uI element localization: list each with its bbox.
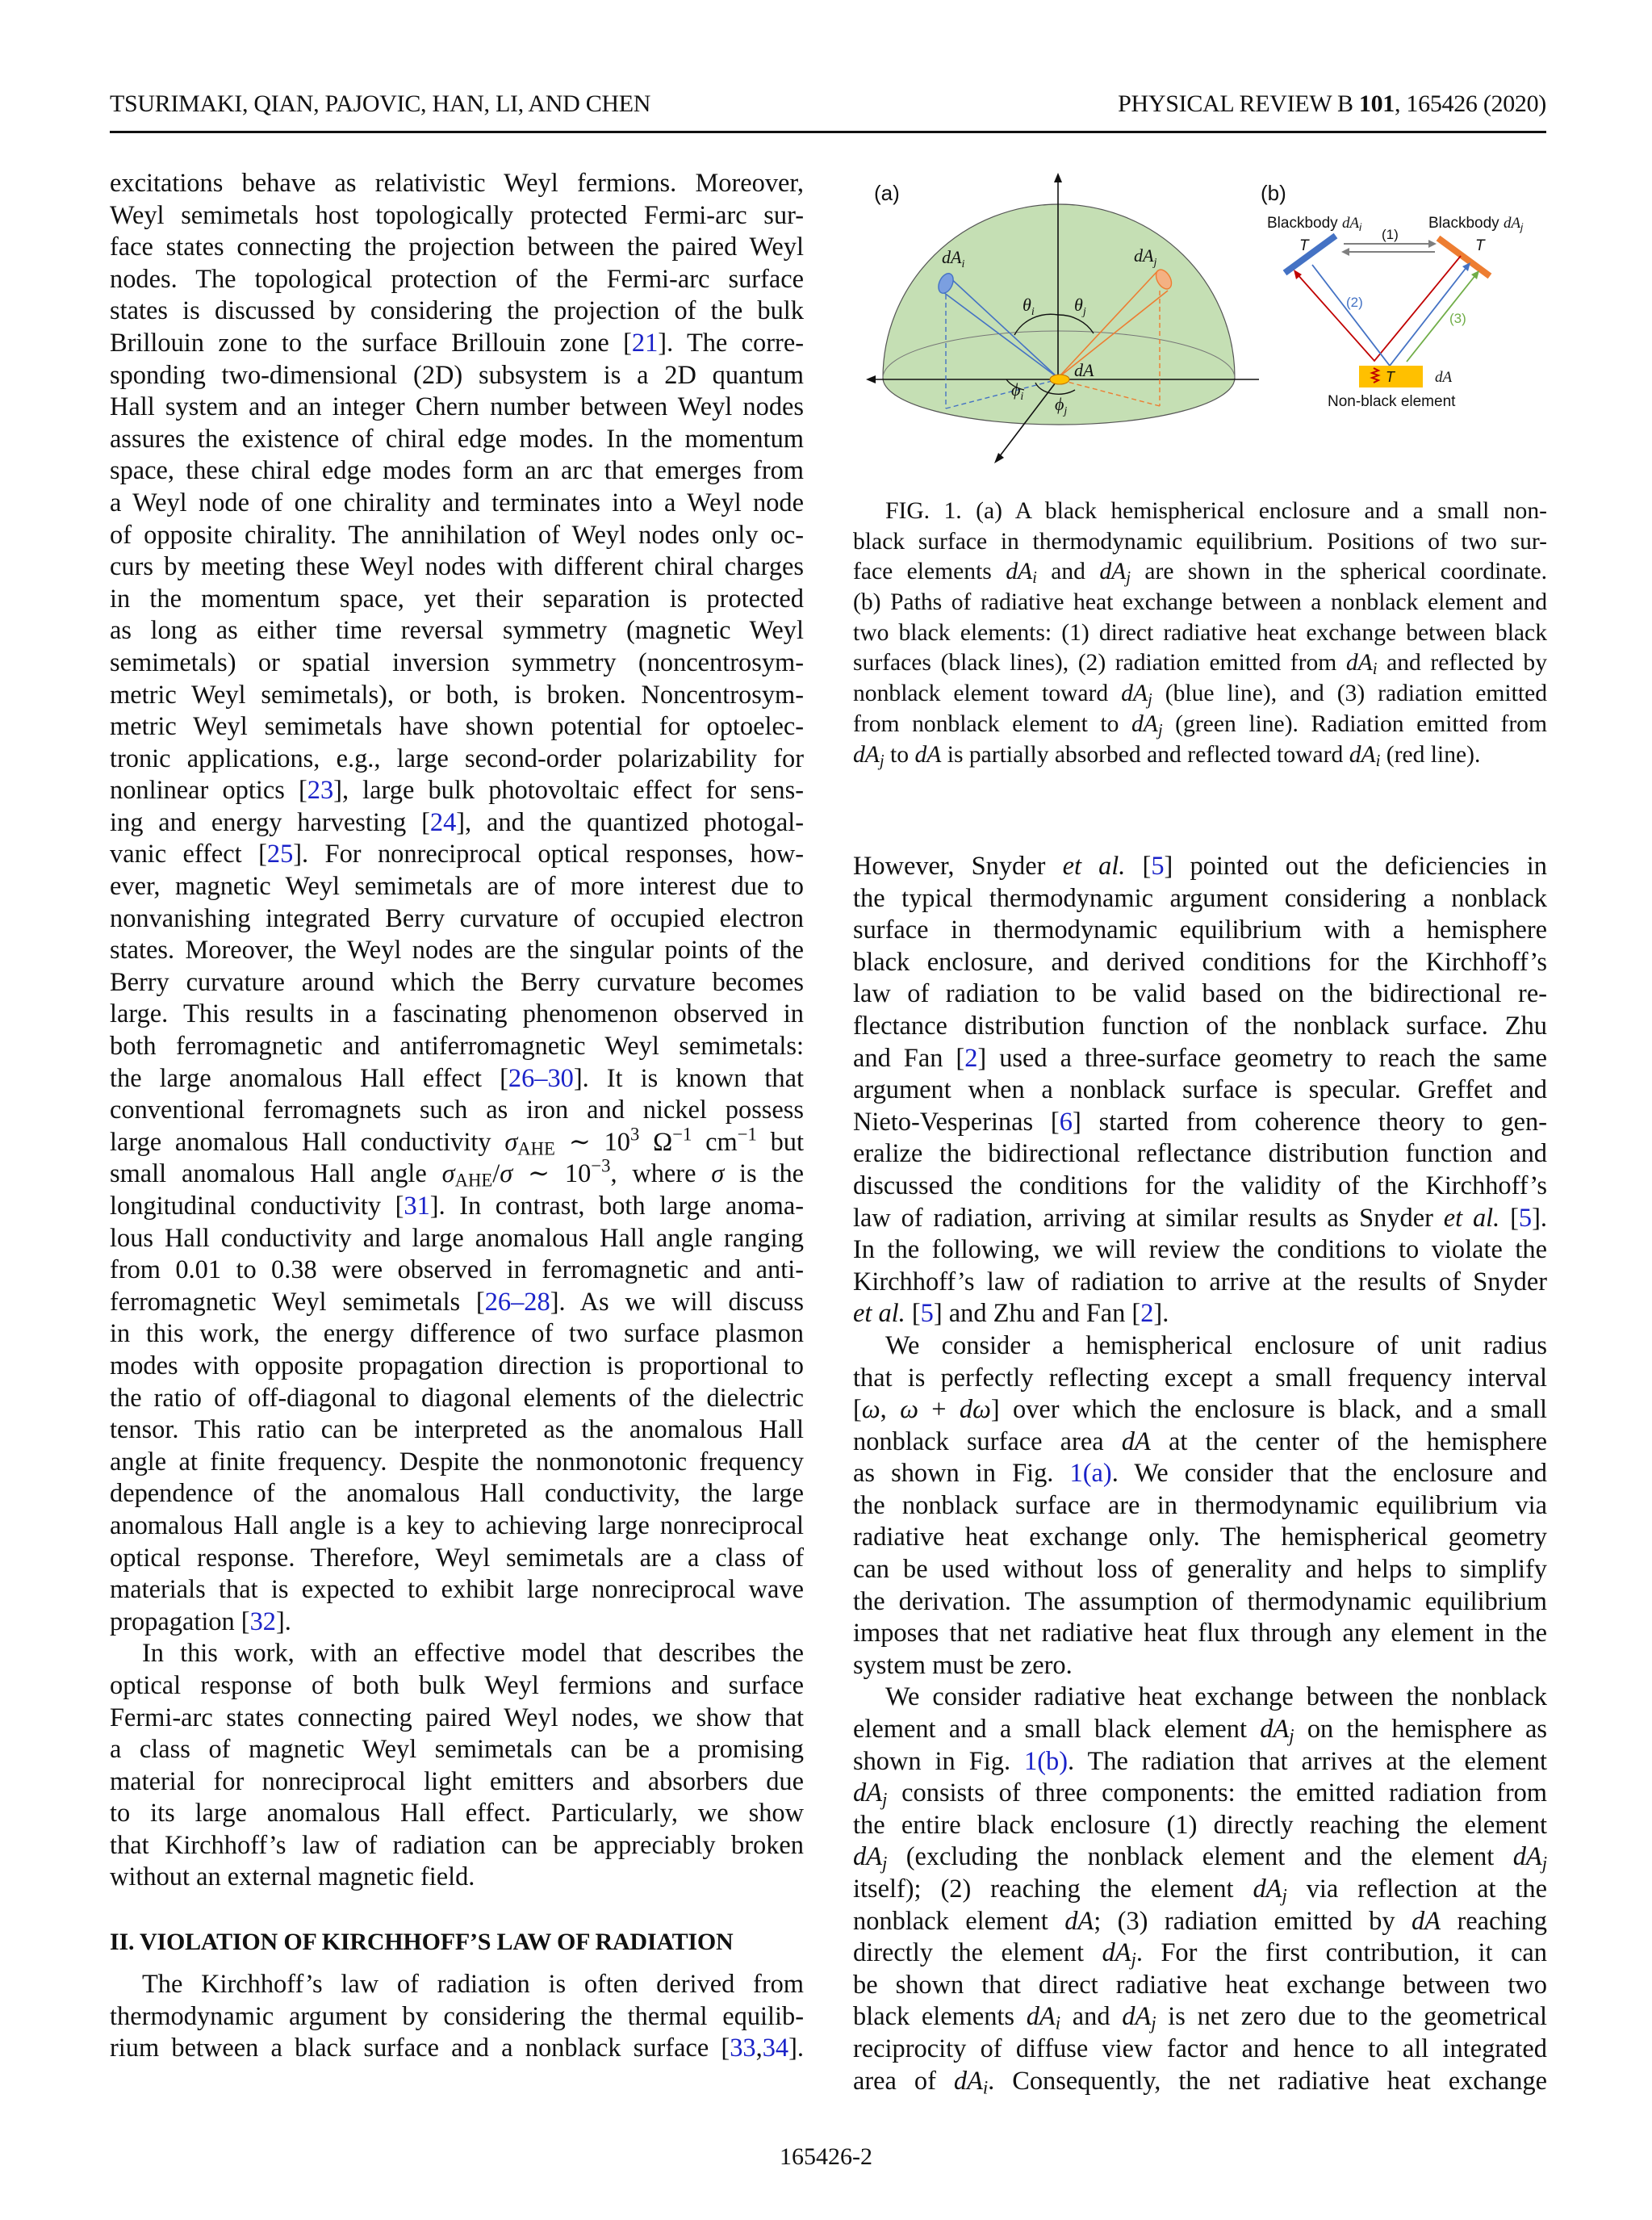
text-line: directly the element $dA_j$. For the first contribution, it can	[853, 1938, 1548, 1970]
text-line: system must be zero.	[853, 1650, 1073, 1680]
citation-link[interactable]: 25	[266, 840, 294, 869]
text-line: nonblack element dA; (3) radiation emitted by dA reaching	[853, 1906, 1547, 1936]
citation-link[interactable]: 26–28	[484, 1287, 550, 1317]
text-line: propagation [32].	[110, 1606, 291, 1636]
text-line: and Fan [2] used a three-surface geometry to reach the same	[853, 1043, 1547, 1073]
text-line: shown in Fig. 1(b). The radiation that arrives at the element	[853, 1746, 1547, 1776]
text-line: conventional ferromagnets such as iron and nickel possess	[110, 1095, 804, 1125]
text-line: black enclosure, and derived conditions for the Kirchhoff’s	[853, 947, 1547, 977]
text-line: optical response. Therefore, Weyl semimetals are a class of	[110, 1543, 804, 1573]
daj-label: $dA_j$	[1134, 245, 1157, 269]
right-text-column	[853, 851, 1547, 2097]
text-line: assures the existence of chiral edge modes. In the momentum	[110, 424, 804, 454]
text-line: semimetals) or spatial inversion symmetry (noncentrosym-	[110, 647, 804, 677]
text-line: without an external magnetic field.	[110, 1862, 475, 1892]
text-line: tensor. This ratio can be interpreted as the anomalous Hall	[110, 1415, 804, 1445]
citation-link[interactable]: 23	[307, 776, 334, 806]
text-line: the typical thermodynamic argument considering a nonblack	[853, 883, 1547, 913]
temperature-j-label: T	[1475, 237, 1485, 254]
text-line: space, these chiral edge modes form an arc that emerges from	[110, 456, 804, 486]
text-line: $dA_j$ (excluding the nonblack element and the element $dA_j$	[853, 1842, 1547, 1874]
text-line: states. Moreover, the Weyl nodes are the singular points of the	[110, 936, 804, 965]
citation-link[interactable]: 2	[1140, 1299, 1154, 1329]
text-line: two black elements: (1) direct radiative heat exchange between black	[853, 619, 1547, 646]
text-line: black elements $dA_i$ and $dA_j$ is net zero due to the geometrical	[853, 2002, 1547, 2034]
citation-link[interactable]: 34	[762, 2034, 789, 2063]
text-line: large. This results in a fascinating phenomenon observed in	[110, 999, 804, 1029]
text-line: Brillouin zone to the surface Brillouin zone [21]. The corre-	[110, 328, 804, 358]
text-line: rium between a black surface and a nonblack surface [33,34].	[110, 2034, 804, 2063]
text-line: states is discussed by considering the projection of the bulk	[110, 296, 804, 326]
panel-b-heat-exchange-diagram	[1261, 181, 1524, 410]
text-line: a Weyl node of one chirality and terminates into a Weyl node	[110, 488, 804, 517]
panel-a-label: (a)	[874, 181, 900, 205]
text-line: face states connecting the projection between the paired Weyl	[110, 232, 804, 262]
text-line: modes with opposite propagation direction is proportional to	[110, 1351, 804, 1380]
dai-label: $dA_i$	[942, 247, 965, 270]
panel-b-label: (b)	[1261, 181, 1286, 205]
citation-link[interactable]: 2	[964, 1043, 978, 1073]
text-line: In this work, with an effective model that describes the	[142, 1639, 804, 1669]
page-number: 165426-2	[780, 2143, 872, 2170]
element-da-label: dA	[1435, 369, 1453, 386]
text-line: be shown that direct radiative heat exchange between two	[853, 1970, 1547, 2000]
text-line: imposes that net radiative heat flux through any element in the	[853, 1619, 1547, 1648]
citation-link[interactable]: 1(a)	[1069, 1459, 1112, 1489]
text-line: In the following, we will review the conditions to violate the	[853, 1235, 1547, 1265]
text-line: discussed the conditions for the validity of the Kirchhoff’s	[853, 1171, 1547, 1200]
article-number-year: , 165426 (2020)	[1395, 90, 1546, 117]
panel-a-hemisphere-diagram	[866, 173, 1259, 463]
theta-i-label: $\theta_i$	[1023, 295, 1035, 318]
temperature-i-label: T	[1299, 237, 1309, 254]
text-line: surface in thermodynamic equilibrium with a hemisphere	[853, 915, 1547, 945]
text-line: angle at finite frequency. Despite the nonmonotonic frequency	[110, 1447, 804, 1477]
text-line: both ferromagnetic and antiferromagnetic Weyl semimetals:	[110, 1032, 804, 1062]
text-line: as long as either time reversal symmetry (magnetic Weyl	[110, 616, 804, 646]
blackbody-i-label: Blackbody $dA_i$	[1267, 215, 1361, 233]
citation-link[interactable]: 24	[429, 807, 457, 837]
text-line: the derivation. The assumption of thermodynamic equilibrium	[853, 1586, 1547, 1616]
text-line: nonblack element toward $dA_j$ (blue line), and (3) radiation emitted	[853, 681, 1548, 710]
path-3-label: (3)	[1449, 311, 1466, 326]
text-line: eralize the bidirectional reflectance distribution function and	[853, 1139, 1547, 1169]
citation-link[interactable]: 5	[1518, 1203, 1533, 1233]
text-line: ing and energy harvesting [24], and the quantized photogal-	[110, 807, 804, 837]
section-heading: II. VIOLATION OF KIRCHHOFF’S LAW OF RADIATION	[110, 1928, 734, 1955]
text-line: surfaces (black lines), (2) radiation emitted from $dA_i$ and reflected by	[853, 650, 1547, 679]
text-line: the entire black enclosure (1) directly reaching the element	[853, 1810, 1547, 1840]
text-line: that is perfectly reflecting except a small frequency interval	[853, 1363, 1547, 1393]
figure-1-caption	[853, 496, 1547, 770]
path-1-arrowhead	[1341, 248, 1349, 256]
text-line: can be used without loss of generality and helps to simplify	[853, 1555, 1547, 1585]
text-line: large anomalous Hall conductivity $\sigma_{AHE}$ ∼ $10^3$ $\Omega^{-1}$ $cm^{-1}$ but	[110, 1124, 805, 1159]
header-rule	[110, 131, 1546, 133]
text-line: the nonblack surface are in thermodynamic equilibrium via	[853, 1490, 1547, 1520]
text-line: face elements $dA_i$ and $dA_j$ are shown in the spherical coordinate.	[853, 559, 1547, 588]
text-line: We consider radiative heat exchange between the nonblack	[885, 1682, 1547, 1712]
text-line: curs by meeting these Weyl nodes with different chiral charges	[110, 552, 804, 582]
blackbody-i-plate	[1285, 236, 1336, 273]
journal-volume: 101	[1358, 90, 1395, 117]
path-2-label: (2)	[1346, 295, 1363, 310]
text-line: optical response of both bulk Weyl fermions and surface	[110, 1670, 804, 1700]
text-line: area of $dA_i$. Consequently, the net radiative heat exchange	[853, 2066, 1547, 2098]
citation-link[interactable]: 33	[730, 2034, 756, 2063]
text-line: However, Snyder et al. [5] pointed out the deficiencies in	[853, 852, 1547, 881]
phi-j-label: $\phi_j$	[1055, 394, 1068, 417]
text-line: dependence of the anomalous Hall conductivity, the large	[110, 1479, 804, 1509]
text-line: materials that is expected to exhibit large nonreciprocal wave	[110, 1575, 804, 1605]
text-line: material for nonreciprocal light emitters and absorbers due	[110, 1766, 804, 1796]
text-line: We consider a hemispherical enclosure of unit radius	[885, 1330, 1547, 1360]
text-line: in the momentum space, yet their separation is protected	[110, 584, 804, 614]
text-line: thermodynamic argument by considering the thermal equilib-	[110, 2001, 804, 2031]
text-line: $dA_j$ consists of three components: the emitted radiation from	[853, 1778, 1547, 1810]
path-1-label: (1)	[1382, 227, 1399, 242]
text-line: of opposite chirality. The annihilation of Weyl nodes only oc-	[110, 520, 804, 550]
text-line: (b) Paths of radiative heat exchange between a nonblack element and	[853, 589, 1547, 616]
running-head	[110, 90, 1546, 131]
text-line	[110, 1894, 804, 1926]
citation-link[interactable]: 5	[1151, 852, 1165, 881]
text-line: Berry curvature around which the Berry curvature becomes	[110, 967, 804, 997]
text-line: itself); (2) reaching the element $dA_j$ via reflection at the	[853, 1874, 1547, 1906]
text-line: The Kirchhoff’s law of radiation is often derived from	[142, 1970, 804, 2000]
text-line: nonblack surface area dA at the center of the hemisphere	[853, 1426, 1547, 1456]
text-line: radiative heat exchange only. The hemispherical geometry	[853, 1523, 1547, 1552]
text-line: argument when a nonblack surface is specular. Greffet and	[853, 1075, 1547, 1105]
text-line: reciprocity of diffuse view factor and hence to all integrated	[853, 2034, 1547, 2063]
x-axis-arrowhead	[866, 375, 876, 383]
text-line: nonvanishing integrated Berry curvature of occupied electron	[110, 903, 804, 933]
text-line: in this work, the energy difference of two surface plasmon	[110, 1319, 804, 1349]
text-line: ever, magnetic Weyl semimetals are of more interest due to	[110, 872, 804, 902]
path-1-arrowhead	[1428, 240, 1437, 248]
figure-1-svg	[853, 161, 1547, 492]
text-line: ferromagnetic Weyl semimetals [26–28]. As we will discuss	[110, 1287, 804, 1317]
theta-j-label: $\theta_j$	[1074, 295, 1086, 318]
text-line: the large anomalous Hall effect [26–30]. It is known that	[110, 1063, 804, 1093]
journal-citation	[1118, 90, 1546, 118]
text-line: longitudinal conductivity [31]. In contrast, both large anoma-	[110, 1192, 805, 1221]
text-line: FIG. 1. (a) A black hemispherical enclosure and a small non-	[885, 498, 1547, 524]
text-line: tronic applications, e.g., large second-order polarizability for	[110, 743, 804, 773]
y-axis-arrowhead	[994, 453, 1004, 463]
temperature-element-label: T	[1386, 369, 1395, 385]
text-line: nonlinear optics [23], large bulk photovoltaic effect for sens-	[110, 776, 805, 806]
text-line: to its large anomalous Hall effect. Particularly, we show	[110, 1799, 804, 1828]
text-line: metric Weyl semimetals have shown potential for optoelec-	[110, 712, 804, 742]
citation-link[interactable]: 31	[404, 1192, 430, 1221]
da-label: dA	[1074, 360, 1094, 380]
text-line: metric Weyl semimetals), or both, is broken. Noncentrosym-	[110, 680, 804, 710]
text-line: from nonblack element to $dA_j$ (green line). Radiation emitted from	[853, 710, 1547, 739]
text-line: vanic effect [25]. For nonreciprocal optical responses, how-	[110, 840, 804, 869]
citation-link[interactable]: 26–30	[508, 1063, 574, 1093]
da-element	[1050, 375, 1069, 384]
text-line: small anomalous Hall angle $\sigma_{AHE}/\sigma$ ∼ $10^{-3}$, where σ is the	[110, 1155, 805, 1192]
text-line: nodes. The topological protection of the Fermi-arc surface	[110, 264, 804, 294]
blackbody-j-label: Blackbody $dA_j$	[1428, 215, 1523, 233]
non-black-element-label: Non-black element	[1328, 393, 1456, 410]
journal-name: PHYSICAL REVIEW B	[1118, 90, 1359, 117]
text-line: law of radiation, arriving at similar results as Snyder et al. [5].	[853, 1203, 1548, 1233]
text-line	[110, 1958, 804, 1969]
text-line: excitations behave as relativistic Weyl fermions. Moreover,	[110, 169, 804, 198]
citation-link[interactable]: 6	[1059, 1107, 1073, 1137]
text-line: $dA_j$ to dA is partially absorbed and reflected toward $dA_i$ (red line).	[853, 741, 1481, 770]
text-line: flectance distribution function of the nonblack surface. Zhu	[853, 1011, 1547, 1041]
text-line: Fermi-arc states connecting paired Weyl nodes, we show that	[110, 1703, 804, 1732]
text-line: sponding two-dimensional (2D) subsystem is a 2D quantum	[110, 360, 804, 390]
text-line: the ratio of off-diagonal to diagonal elements of the dielectric	[110, 1383, 804, 1413]
author-list: TSURIMAKI, QIAN, PAJOVIC, HAN, LI, AND CHEN	[110, 90, 651, 117]
citation-link[interactable]: 32	[249, 1606, 276, 1636]
citation-link[interactable]: 5	[920, 1299, 934, 1329]
text-line: element and a small black element $dA_j$ on the hemisphere as	[853, 1715, 1547, 1746]
figure-1	[853, 161, 1547, 492]
text-line: a class of magnetic Weyl semimetals can be a promising	[110, 1735, 804, 1765]
text-line: as shown in Fig. 1(a). We consider that the enclosure and	[853, 1459, 1547, 1489]
citation-link[interactable]: 1(b)	[1024, 1746, 1068, 1776]
text-line: anomalous Hall angle is a key to achieving large nonreciprocal	[110, 1510, 804, 1540]
text-line: from 0.01 to 0.38 were observed in ferromagnetic and anti-	[110, 1255, 804, 1285]
path-red-reflected	[1296, 256, 1461, 361]
left-text-column	[110, 168, 804, 2065]
text-line: law of radiation to be valid based on the bidirectional re-	[853, 979, 1547, 1009]
text-line: Nieto-Vesperinas [6] started from coherence theory to gen-	[853, 1107, 1547, 1137]
text-line: [ω, ω + dω] over which the enclosure is black, and a small	[853, 1395, 1548, 1425]
text-line: lous Hall conductivity and large anomalous Hall angle ranging	[110, 1223, 804, 1253]
text-line: black surface in thermodynamic equilibrium. Positions of two sur-	[853, 528, 1547, 555]
z-axis-arrowhead	[1054, 173, 1062, 182]
text-line: Kirchhoff’s law of radiation to arrive at the results of Snyder	[853, 1267, 1547, 1296]
text-line: Hall system and an integer Chern number between Weyl nodes	[110, 392, 804, 422]
text-line: that Kirchhoff’s law of radiation can be appreciably broken	[110, 1830, 804, 1860]
citation-link[interactable]: 21	[631, 328, 659, 358]
text-line: et al. [5] and Zhu and Fan [2].	[853, 1299, 1169, 1329]
phi-i-label: $\phi_i$	[1011, 379, 1024, 403]
text-line: Weyl semimetals host topologically protected Fermi-arc sur-	[110, 200, 804, 230]
